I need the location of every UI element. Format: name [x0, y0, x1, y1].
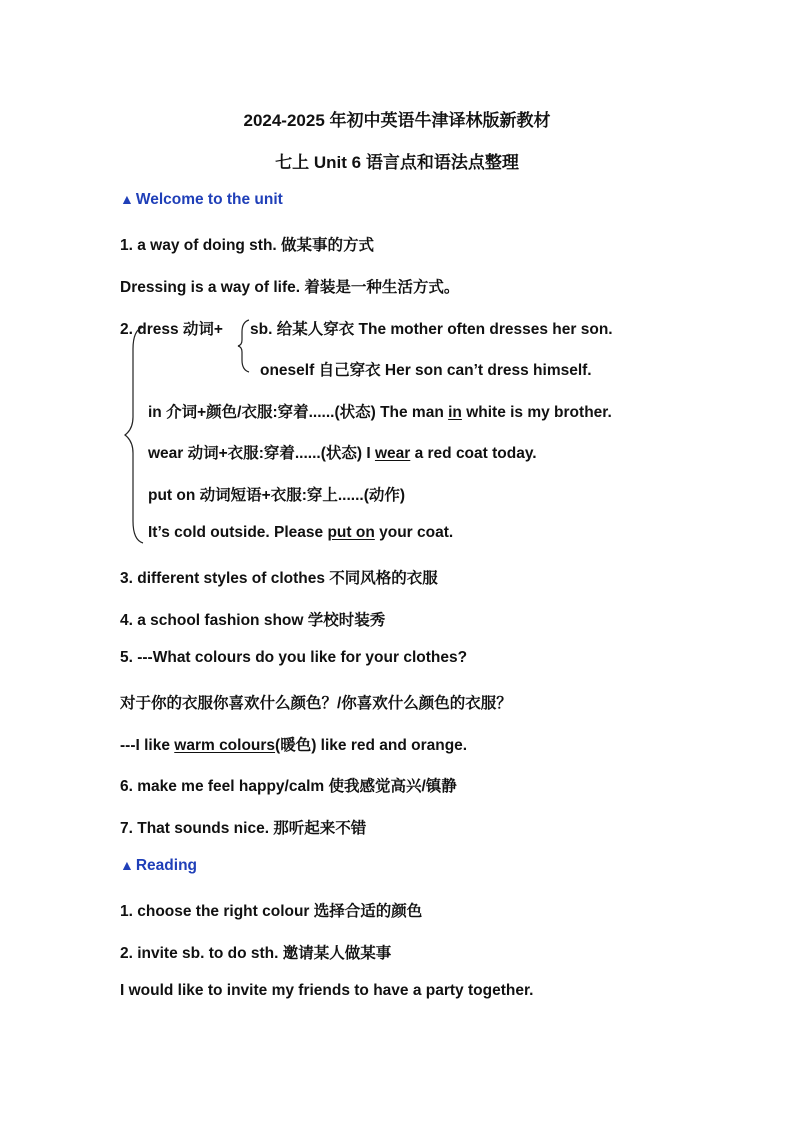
warm-colours-underlined: warm colours: [174, 737, 276, 754]
reading-item-2: 2. invite sb. to do sth. 邀请某人做某事: [120, 945, 392, 962]
note-item-5-chinese: 对于你的衣服你喜欢什么颜色？/你喜欢什么颜色的衣服？: [120, 695, 512, 712]
answer-text: ---I like: [120, 737, 175, 754]
reading-item-1: 1. choose the right colour 选择合适的颜色: [120, 903, 423, 920]
note-item-2-wear: [148, 441, 537, 463]
in-underlined: in: [448, 404, 462, 421]
note-item-2-label: 2. dress 动词+: [120, 321, 223, 338]
note-item-1: 1. a way of doing sth. 做某事的方式: [120, 237, 375, 254]
wear-underlined: wear: [374, 445, 411, 462]
puton-example-text: It’s cold outside. Please: [148, 524, 328, 541]
note-item-4: 4. a school fashion show 学校时装秀: [120, 612, 386, 629]
note-item-2-in: [148, 400, 612, 422]
note-item-5-answer: [120, 733, 467, 755]
wear-text-end: a red coat today.: [410, 445, 537, 462]
triangle-marker-icon: ▲: [120, 857, 134, 873]
reading-item-2-example: I would like to invite my friends to have a party together.: [120, 982, 534, 999]
section-heading-text: Welcome to the unit: [135, 191, 283, 208]
wear-text: wear 动词+衣服:穿着......(状态) I: [148, 445, 375, 462]
in-text-end: white is my brother.: [461, 404, 612, 421]
note-item-3: 3. different styles of clothes 不同风格的衣服: [120, 570, 438, 587]
note-item-5: 5. ---What colours do you like for your clothes?: [120, 649, 468, 666]
puton-underlined: put on: [327, 524, 375, 541]
triangle-marker-icon: ▲: [120, 191, 134, 207]
note-item-2-sub1: sb. 给某人穿衣 The mother often dresses her son.: [250, 321, 613, 338]
note-item-2-puton: put on 动词短语+衣服:穿上......(动作): [148, 487, 406, 504]
section-heading-reading: [120, 857, 197, 875]
note-item-2-sub2: oneself 自己穿衣 Her son can’t dress himself.: [260, 362, 592, 379]
document-title-line2: 七上 Unit 6 语言点和语法点整理: [275, 153, 519, 172]
answer-text-end: (暖色) like red and orange.: [275, 737, 468, 754]
section-heading-welcome: [120, 191, 283, 209]
note-item-6: 6. make me feel happy/calm 使我感觉高兴/镇静: [120, 778, 457, 795]
section-heading-text: Reading: [135, 857, 198, 874]
note-item-2-puton-example: [148, 524, 453, 542]
note-item-7: 7. That sounds nice. 那听起来不错: [120, 820, 367, 837]
in-text: in 介词+颜色/衣服:穿着......(状态) The man: [148, 404, 449, 421]
large-brace-icon: [124, 325, 146, 545]
document-title-line1: 2024-2025 年初中英语牛津译林版新教材: [243, 111, 551, 130]
note-example-1: Dressing is a way of life. 着装是一种生活方式。: [120, 279, 460, 296]
puton-example-text-end: your coat.: [374, 524, 454, 541]
